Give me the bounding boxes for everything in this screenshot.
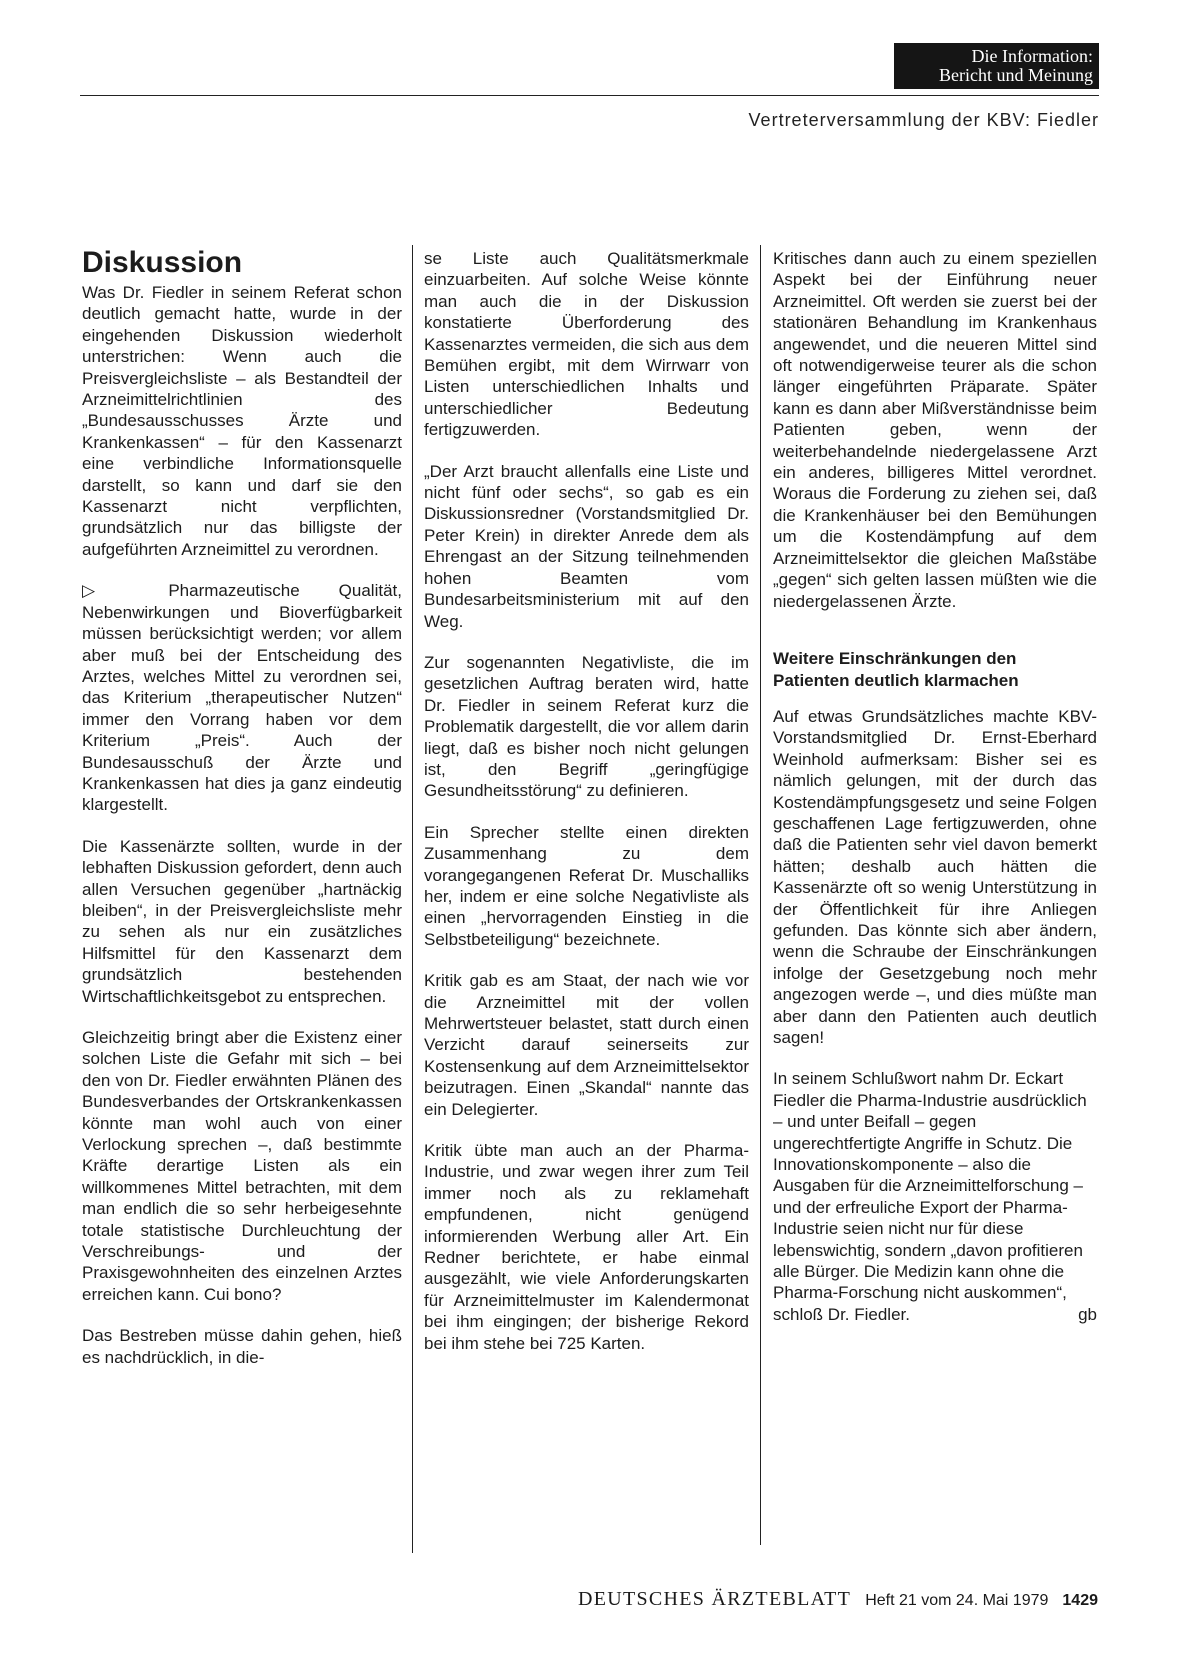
section-badge — [894, 43, 1099, 89]
article-kicker: Vertreterversammlung der KBV: Fiedler — [748, 110, 1099, 130]
paragraph: Gleichzeitig bringt aber die Existenz einer solchen Liste die Gefahr mit sich – bei den von Dr. Fiedler erwähnten Plänen des Bundesverbandes der Ortskrankenkassen könnte man wohl auch von einer Verlockung sprechen –, daß bestimmte Kräfte derartige Listen als ein willkommenes Mittel betrachten, mit dem man endlich die so sehr herbeigesehnte totale statistische Durchleuchtung der Verschreibungs- und der Praxisgewohnheiten des einzelnen Arztes erreichen kann. Cui bono? — [82, 1028, 402, 1304]
article-column-2 — [424, 248, 749, 1374]
column-divider — [412, 245, 413, 1553]
paragraph: ▷ Pharmazeutische Qualität, Nebenwirkungen und Bioverfügbarkeit müssen berücksichtigt werden; vor allem aber muß bei der Entscheidung des Arztes, welches Mittel zu verordnen sei, das Kriterium „therapeutischer Nutzen“ immer den Vorrang haben vor dem Kriterium „Preis“. Auch der Bundesausschuß der Ärzte und Krankenkassen hat dies ja ganz eindeutig klargestellt. — [82, 581, 402, 815]
paragraph: Kritik übte man auch an der Pharma-Industrie, und zwar wegen ihrer zum Teil immer noch als zu reklamehaft empfundenen, nicht genügend informierenden Werbung aller Art. Ein Redner berichtete, er habe einmal ausgezählt, wie viele Anforderungskarten für Arzneimittelmuster im Kalendermonat bei ihm eingingen; der bisherige Rekord bei ihm stehe bei 725 Karten. — [424, 1141, 749, 1353]
article-heading: Diskussion — [82, 246, 243, 279]
paragraph: Kritik gab es am Staat, der nach wie vor die Arzneimittel mit der vollen Mehrwertsteuer belastet, statt durch einen Verzicht darauf seinerseits zur Kostensenkung auf dem Arzneimittelsektor beizutragen. Einen „Skandal“ nannte das ein Delegierter. — [424, 971, 749, 1119]
section-badge-line2: Bericht und Meinung — [939, 65, 1093, 85]
paragraph: Zur sogenannten Negativliste, die im gesetzlichen Auftrag beraten wird, hatte Dr. Fiedler in seinem Referat kurz die Problematik dargestellt, die vor allem darin liegt, daß es bisher noch nicht gelungen ist, den Begriff „geringfügige Gesundheitsstörung“ zu definieren. — [424, 652, 749, 801]
header-rule — [80, 95, 1099, 96]
column-divider — [760, 245, 761, 1545]
closing-paragraph — [773, 1068, 1097, 1325]
article-subheading: Weitere Einschränkungen den Patienten deutlich klarmachen — [773, 648, 1019, 690]
paragraph: Kritisches dann auch zu einem speziellen Aspekt bei der Einführung neuer Arzneimittel. Oft werden sie zuerst bei der stationären Behandlung im Krankenhaus angewendet, und die neueren Mittel sind oft notwendigerweise teurer als die schon länger eingeführten Präparate. Später kann es dann aber Mißverständnisse beim Patienten geben, wenn der weiterbehandelnde niedergelassene Arzt ein anderes, billigeres Mittel verordnet. Woraus die Forderung zu ziehen sei, daß die Krankenhäuser bei den Bemühungen um die Kostendämpfung auf dem Arzneimittelsektor die gleichen Maßstäbe „gegen“ sich gelten lassen müßten wie die niedergelassenen Ärzte. — [773, 249, 1097, 611]
paragraph: Die Kassenärzte sollten, wurde in der lebhaften Diskussion gefordert, denn auch allen Versuchen gegenüber „hartnäckig bleiben“, in der Preisvergleichsliste mehr zu sehen als nur ein zusätzliches Hilfsmittel für den Kassenarzt dem grundsätzlich bestehenden Wirtschaftlichkeitsgebot zu entsprechen. — [82, 836, 402, 1006]
paragraph: „Der Arzt braucht allenfalls eine Liste und nicht fünf oder sechs“, so gab es ein Diskussionsredner (Vorstandsmitglied Dr. Peter Krein) in direkter Anrede dem als Ehrengast an der Sitzung teilnehmenden hohen Beamten vom Bundesarbeitsministerium mit auf den Weg. — [424, 461, 749, 631]
journal-name: DEUTSCHES ÄRZTEBLATT — [577, 1588, 852, 1610]
paragraph: Was Dr. Fiedler in seinem Referat schon deutlich gemacht hatte, wurde in der eingehenden Diskussion wiederholt unterstrichen: Wenn auch die Preisvergleichsliste – als Bestandteil der Arzneimittelrichtlinien des „Bundesausschusses Ärzte und Krankenkassen“ – für den Kassenarzt eine verbindliche Informationsquelle darstellt, so kann und darf sie den Kassenarzt nicht verpflichten, grundsätzlich nur das billigste der aufgeführten Arzneimittel zu verordnen. — [82, 283, 402, 559]
article-column-3 — [773, 248, 1097, 1345]
page-number: 1429 — [1062, 1592, 1098, 1609]
paragraph-text: In seinem Schlußwort nahm Dr. Eckart Fiedler die Pharma-Industrie ausdrücklich – und unter Beifall – gegen ungerechtfertigte Angriffe in Schutz. Die Innovationskomponente – also die Ausgaben für die Arzneimittelforschung – und der erfreuliche Export der Pharma-Industrie seien nicht nur für diese lebenswichtig, sondern „davon profitieren alle Bürger. Die Medizin kann ohne die Pharma-Forschung nicht auskommen“, schloß Dr. Fiedler. — [773, 1069, 1087, 1324]
page-footer — [578, 1588, 1098, 1611]
paragraph: se Liste auch Qualitätsmerkmale einzuarbeiten. Auf solche Weise könnte man auch die in der Diskussion konstatierte Überforderung des Kassenarztes vermeiden, die sich aus dem Bemühen ergibt, mit dem Wirrwarr von Listen unterschiedlichen Inhalts und unterschiedlicher Bedeutung fertigzuwerden. — [424, 249, 749, 440]
section-badge-line1: Die Information: — [971, 46, 1093, 66]
issue-info: Heft 21 vom 24. Mai 1979 — [865, 1592, 1049, 1609]
paragraph: Das Bestreben müsse dahin gehen, hieß es nachdrücklich, in die- — [82, 1326, 402, 1367]
paragraph: Auf etwas Grundsätzliches machte KBV-Vorstandsmitglied Dr. Ernst-Eberhard Weinhold aufmerksam: Bisher sei es nämlich gelungen, mit der durch das Kostendämpfungsgesetz und seine Folgen geschaffenen Lage fertigzuwerden, ohne daß die Patienten sehr viel davon bemerkt hätten; deshalb auch hätten die Kassenärzte oft so wenig Unterstützung in der Öffentlichkeit für ihre Anliegen gefunden. Das könnte sich aber ändern, wenn die Schraube der Einschränkungen infolge der Gesetzgebung noch mehr angezogen werde –, und dies müßte man aber dann den Patienten auch deutlich sagen! — [773, 706, 1097, 1047]
paragraph: Ein Sprecher stellte einen direkten Zusammenhang zu dem vorangegangenen Referat Dr. Muschalliks her, indem er eine solche Negativliste als einen „hervorragenden Einstieg in die Selbstbeteiligung“ bezeichnete. — [424, 822, 749, 949]
article-column-1 — [82, 248, 402, 1388]
author-signature: gb — [1078, 1304, 1097, 1324]
